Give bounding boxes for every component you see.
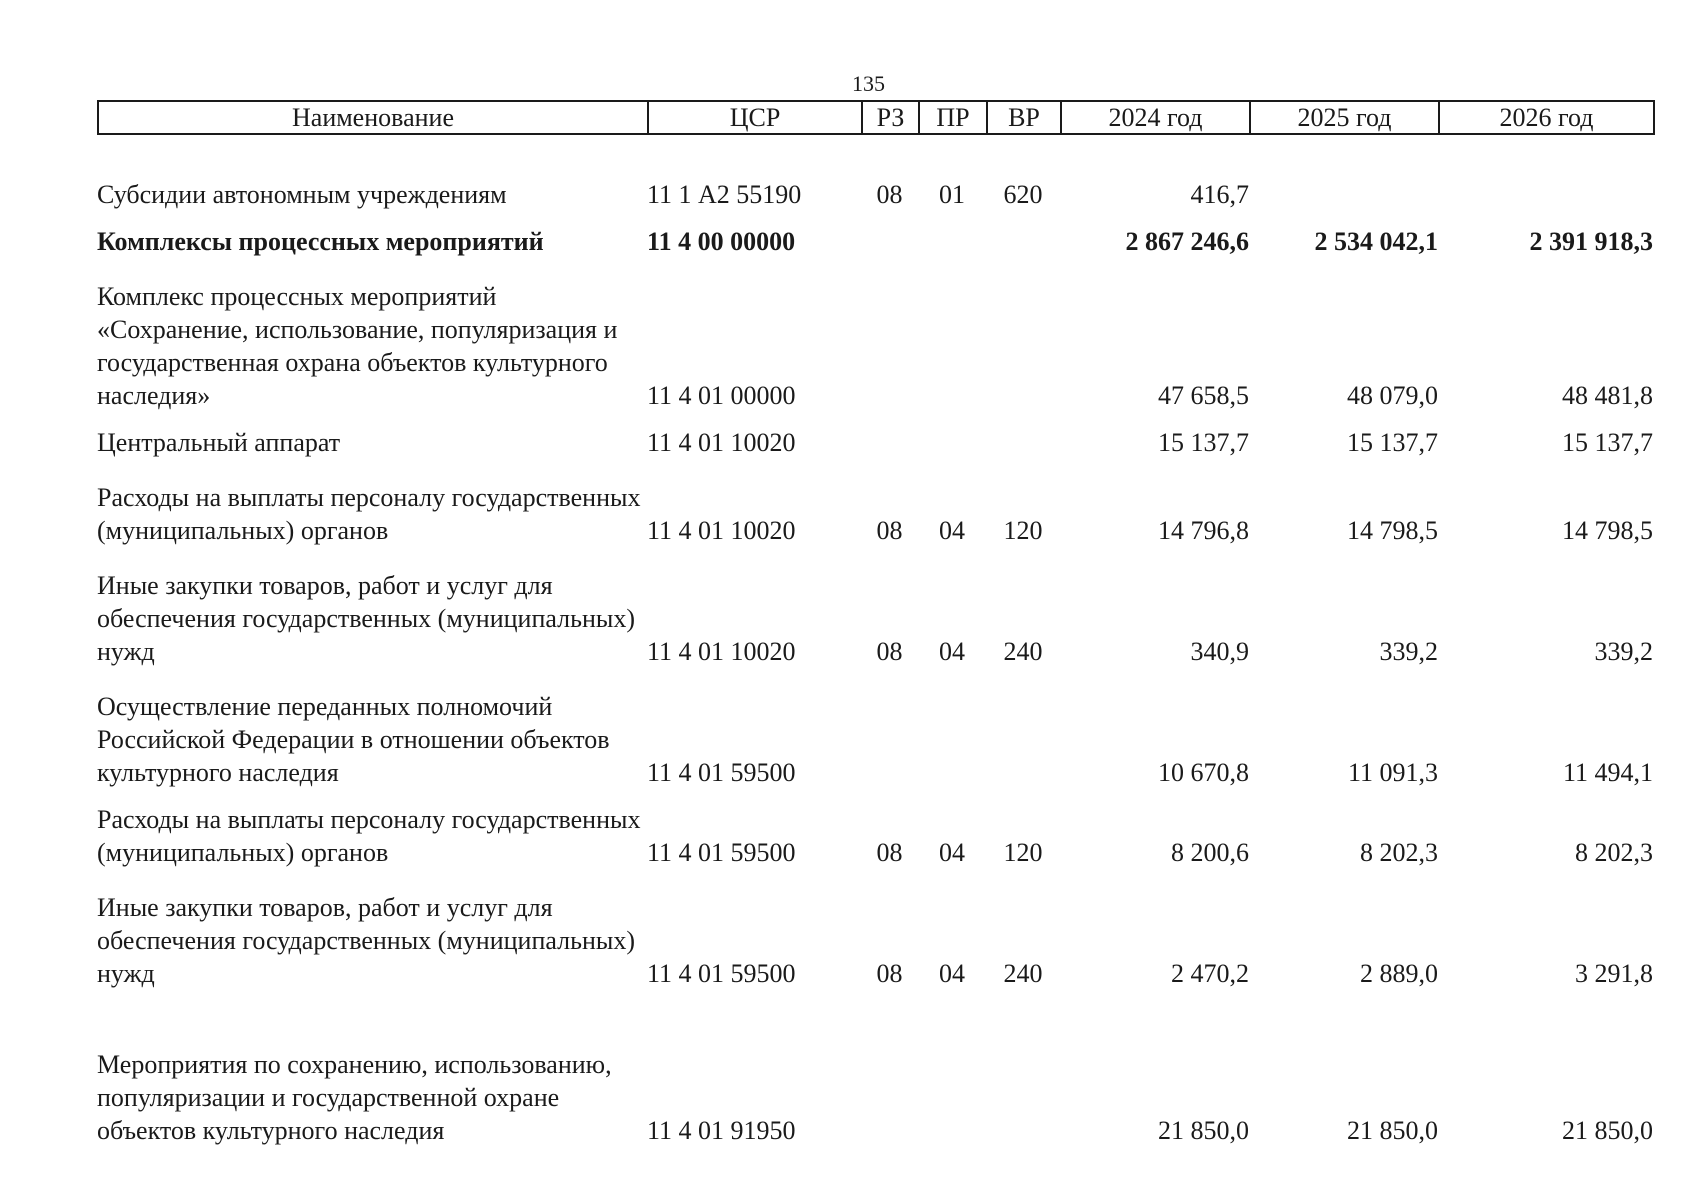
row-name: Комплексы процессных мероприятий bbox=[97, 227, 544, 256]
table-row bbox=[97, 459, 1653, 547]
row-rz bbox=[861, 258, 918, 412]
row-2024: 8 200,6 bbox=[1171, 838, 1249, 867]
budget-table bbox=[97, 178, 1653, 1147]
row-2025: 8 202,3 bbox=[1360, 838, 1438, 867]
row-vr bbox=[986, 990, 1060, 1147]
row-pr: 01 bbox=[939, 180, 965, 209]
row-csr: 11 4 01 00000 bbox=[647, 381, 796, 410]
row-rz bbox=[861, 211, 918, 258]
row-2024: 2 867 246,6 bbox=[1125, 227, 1249, 256]
row-name: Субсидии автономным учреждениям bbox=[97, 180, 507, 209]
row-csr: 11 4 01 59500 bbox=[647, 838, 796, 867]
row-pr bbox=[918, 412, 986, 459]
row-rz bbox=[861, 668, 918, 789]
row-2024: 14 796,8 bbox=[1158, 516, 1249, 545]
row-2025: 21 850,0 bbox=[1347, 1116, 1438, 1145]
column-header-pr: ПР bbox=[919, 101, 987, 134]
row-rz: 08 bbox=[876, 838, 903, 867]
row-name: Центральный аппарат bbox=[97, 428, 341, 457]
row-pr bbox=[918, 211, 986, 258]
row-2025: 14 798,5 bbox=[1347, 516, 1438, 545]
column-header-vr: ВР bbox=[987, 101, 1061, 134]
row-name: Мероприятия по сохранению, использованию, популяризации и государственной охране объектов культурного наследия bbox=[97, 1050, 612, 1145]
row-rz: 08 bbox=[876, 516, 903, 545]
row-vr bbox=[986, 258, 1060, 412]
row-name: Расходы на выплаты персоналу государственных (муниципальных) органов bbox=[97, 805, 641, 867]
row-2025: 11 091,3 bbox=[1347, 758, 1438, 787]
row-vr: 120 bbox=[1003, 516, 1043, 545]
row-name: Комплекс процессных мероприятий «Сохранение, использование, популяризация и государственная охрана объектов культурного наследия» bbox=[97, 282, 618, 410]
row-rz: 08 bbox=[876, 959, 903, 988]
row-csr: 11 4 00 00000 bbox=[647, 227, 796, 256]
row-name: Расходы на выплаты персоналу государственных (муниципальных) органов bbox=[97, 483, 641, 545]
row-2026: 48 481,8 bbox=[1562, 381, 1653, 410]
column-header-rz: РЗ bbox=[862, 101, 919, 134]
row-2026: 14 798,5 bbox=[1562, 516, 1653, 545]
row-pr: 04 bbox=[939, 637, 965, 666]
row-2026: 21 850,0 bbox=[1562, 1116, 1653, 1145]
row-vr bbox=[986, 211, 1060, 258]
row-pr bbox=[918, 668, 986, 789]
table-row bbox=[97, 668, 1653, 789]
row-2024: 15 137,7 bbox=[1158, 428, 1249, 457]
row-csr: 11 4 01 10020 bbox=[647, 516, 796, 545]
row-vr: 620 bbox=[1003, 180, 1043, 209]
column-header-2024: 2024 год bbox=[1061, 101, 1250, 134]
row-2024: 10 670,8 bbox=[1158, 758, 1249, 787]
row-2026 bbox=[1438, 178, 1653, 211]
page-number: 135 bbox=[852, 71, 885, 96]
row-2025: 48 079,0 bbox=[1347, 381, 1438, 410]
table-row bbox=[97, 258, 1653, 412]
row-csr: 11 4 01 91950 bbox=[647, 1116, 796, 1145]
row-2024: 340,9 bbox=[1190, 637, 1249, 666]
row-vr: 240 bbox=[1003, 959, 1043, 988]
row-name: Иные закупки товаров, работ и услуг для обеспечения государственных (муниципальных) нужд bbox=[97, 893, 636, 988]
row-name: Осуществление переданных полномочий Российской Федерации в отношении объектов культурного наследия bbox=[97, 692, 610, 787]
row-csr: 11 4 01 10020 bbox=[647, 637, 796, 666]
row-csr: 11 4 01 59500 bbox=[647, 758, 796, 787]
row-2025: 339,2 bbox=[1379, 637, 1438, 666]
row-rz bbox=[861, 412, 918, 459]
table-header bbox=[97, 100, 1655, 135]
row-2026: 2 391 918,3 bbox=[1529, 227, 1653, 256]
row-csr: 11 4 01 59500 bbox=[647, 959, 796, 988]
row-pr: 04 bbox=[939, 838, 965, 867]
row-vr: 120 bbox=[1003, 838, 1043, 867]
row-pr bbox=[918, 990, 986, 1147]
table-row bbox=[97, 178, 1653, 211]
column-header-2026: 2026 год bbox=[1439, 101, 1654, 134]
table-row bbox=[97, 211, 1653, 258]
row-vr: 240 bbox=[1003, 637, 1043, 666]
column-header-csr: ЦСР bbox=[648, 101, 862, 134]
row-2026: 339,2 bbox=[1594, 637, 1653, 666]
row-2026: 15 137,7 bbox=[1562, 428, 1653, 457]
row-2025 bbox=[1249, 178, 1438, 211]
row-2024: 416,7 bbox=[1190, 180, 1249, 209]
row-2026: 3 291,8 bbox=[1575, 959, 1653, 988]
row-2025: 2 889,0 bbox=[1360, 959, 1438, 988]
row-2024: 21 850,0 bbox=[1158, 1116, 1249, 1145]
row-2024: 47 658,5 bbox=[1158, 381, 1249, 410]
row-rz: 08 bbox=[876, 637, 903, 666]
row-2025: 15 137,7 bbox=[1347, 428, 1438, 457]
row-2026: 11 494,1 bbox=[1562, 758, 1653, 787]
row-pr: 04 bbox=[939, 959, 965, 988]
table-row bbox=[97, 789, 1653, 869]
table-row bbox=[97, 869, 1653, 990]
row-2025: 2 534 042,1 bbox=[1314, 227, 1438, 256]
row-csr: 11 1 А2 55190 bbox=[647, 180, 802, 209]
row-vr bbox=[986, 668, 1060, 789]
table-row bbox=[97, 412, 1653, 459]
row-csr: 11 4 01 10020 bbox=[647, 428, 796, 457]
column-header-name: Наименование bbox=[98, 101, 648, 134]
table-row bbox=[97, 990, 1653, 1147]
row-2024: 2 470,2 bbox=[1171, 959, 1249, 988]
row-rz: 08 bbox=[876, 180, 903, 209]
column-header-2025: 2025 год bbox=[1250, 101, 1439, 134]
table-row bbox=[97, 547, 1653, 668]
row-rz bbox=[861, 990, 918, 1147]
row-2026: 8 202,3 bbox=[1575, 838, 1653, 867]
row-vr bbox=[986, 412, 1060, 459]
row-pr bbox=[918, 258, 986, 412]
row-pr: 04 bbox=[939, 516, 965, 545]
row-name: Иные закупки товаров, работ и услуг для обеспечения государственных (муниципальных) нужд bbox=[97, 571, 636, 666]
